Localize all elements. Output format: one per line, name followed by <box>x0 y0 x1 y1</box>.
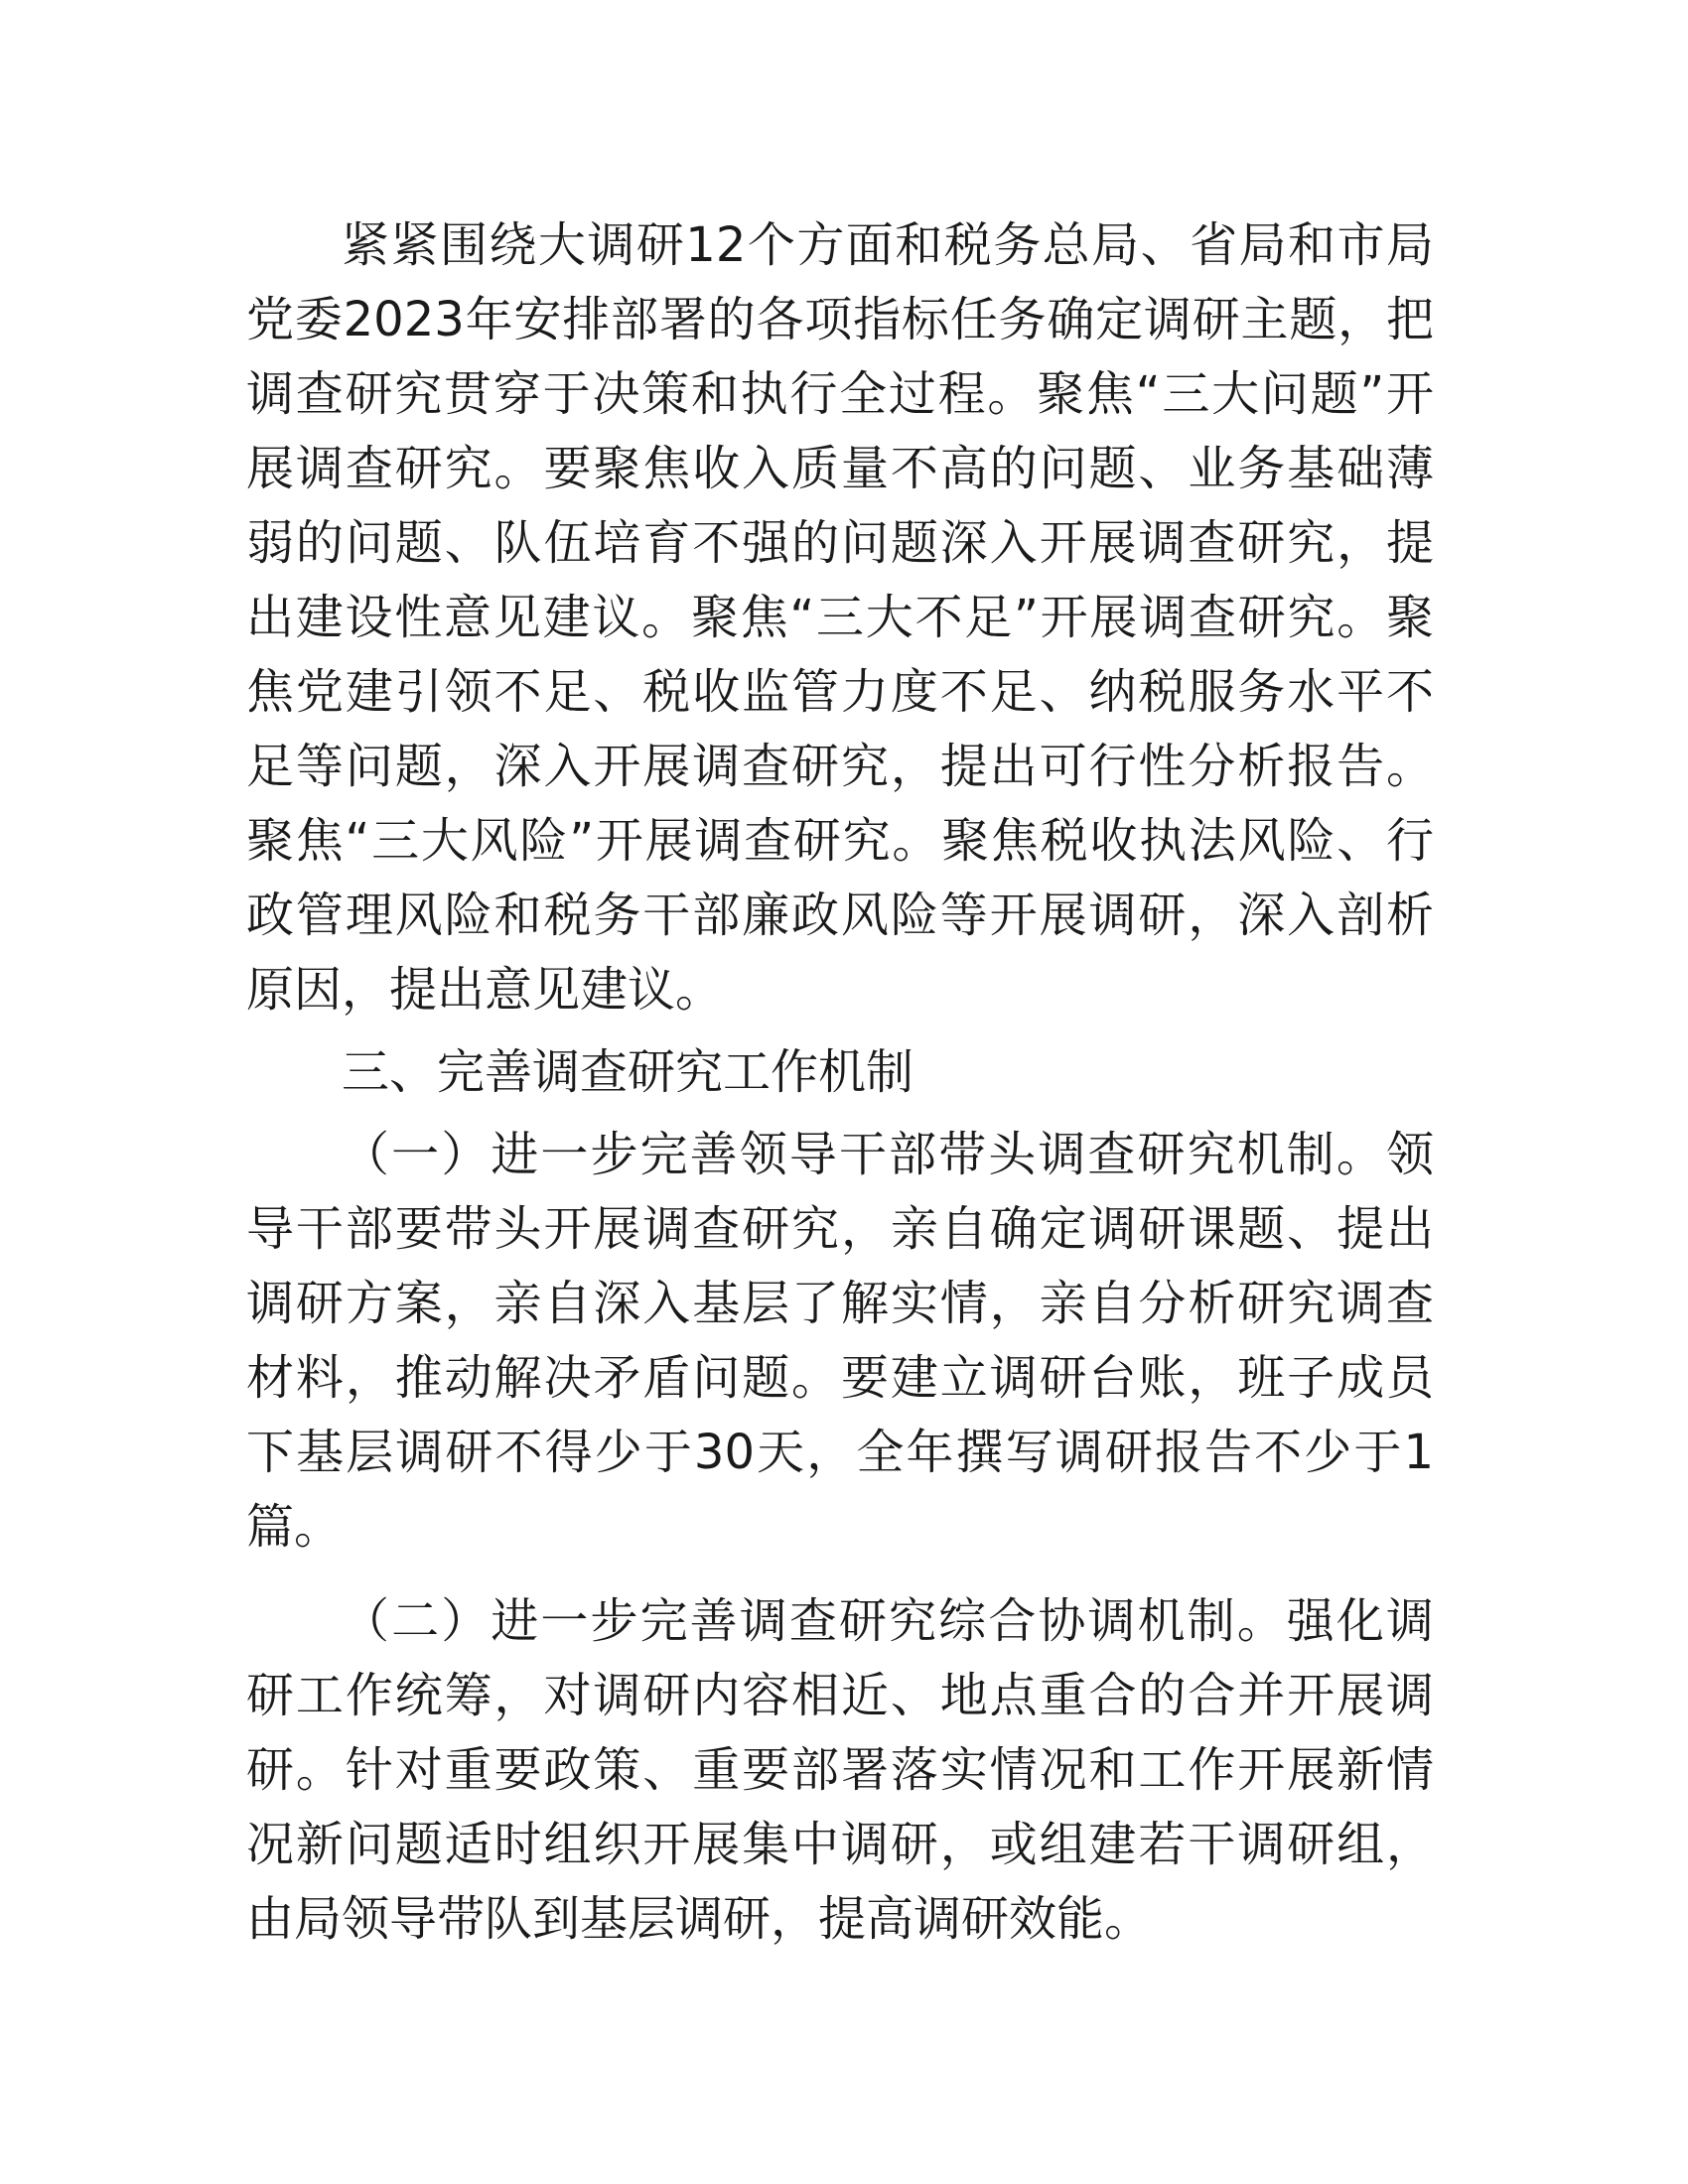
section-heading: 三、完善调查研究工作机制 <box>342 1044 914 1100</box>
body-paragraph: （一）进一步完善领导干部带头调查研究机制。领导干部要带头开展调查研究，亲自确定调研课题、提出调研方案，亲自深入基层了解实情，亲自分析研究调查材料，推动解决矛盾问题。要建立调研台账，班子成员下基层调研不得少于30天，全年撰写调研报告不少于1篇。 <box>246 1127 1434 1555</box>
body-paragraph: （二）进一步完善调查研究综合协调机制。强化调研工作统筹，对调研内容相近、地点重合的合并开展调研。针对重要政策、重要部署落实情况和工作开展新情况新问题适时组织开展集中调研，或组建若干调研组，由局领导带队到基层调研，提高调研效能。 <box>246 1593 1434 1947</box>
document-body <box>246 208 1434 1957</box>
body-paragraph: 紧紧围绕大调研12个方面和税务总局、省局和市局党委2023年安排部署的各项指标任务确定调研主题，把调查研究贯穿于决策和执行全过程。聚焦“三大问题”开展调查研究。要聚焦收入质量不高的问题、业务基础薄弱的问题、队伍培育不强的问题深入开展调查研究，提出建设性意见建议。聚焦“三大不足”开展调查研究。聚焦党建引领不足、税收监管力度不足、纳税服务水平不足等问题，深入开展调查研究，提出可行性分析报告。聚焦“三大风险”开展调查研究。聚焦税收执法风险、行政管理风险和税务干部廉政风险等开展调研，深入剖析原因，提出意见建议。 <box>246 217 1434 1018</box>
